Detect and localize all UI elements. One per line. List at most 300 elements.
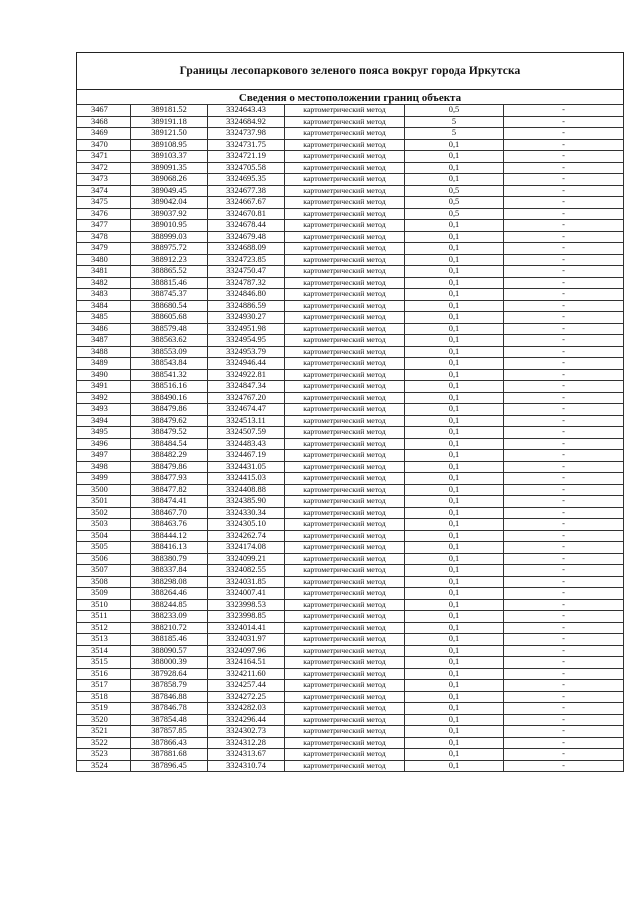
cell-y-coordinate: 3324302.73 (208, 726, 285, 738)
table-row (77, 197, 624, 209)
cell-y-coordinate: 3323998.53 (208, 599, 285, 611)
cell-method: картометрический метод (285, 726, 405, 738)
cell-method: картометрический метод (285, 714, 405, 726)
cell-y-coordinate: 3324953.79 (208, 346, 285, 358)
table-row (77, 473, 624, 485)
cell-accuracy: 0,5 (405, 105, 504, 117)
cell-point-number: 3471 (77, 151, 131, 163)
cell-method: картометрический метод (285, 254, 405, 266)
cell-note: - (504, 691, 624, 703)
table-row (77, 599, 624, 611)
table-row (77, 335, 624, 347)
cell-method: картометрический метод (285, 323, 405, 335)
table-row (77, 553, 624, 565)
cell-method: картометрический метод (285, 450, 405, 462)
cell-y-coordinate: 3324211.60 (208, 668, 285, 680)
cell-x-coordinate: 388337.84 (131, 565, 208, 577)
cell-y-coordinate: 3324507.59 (208, 427, 285, 439)
cell-point-number: 3512 (77, 622, 131, 634)
cell-y-coordinate: 3324313.67 (208, 749, 285, 761)
cell-method: картометрический метод (285, 438, 405, 450)
cell-y-coordinate: 3324954.95 (208, 335, 285, 347)
table-row (77, 760, 624, 772)
cell-y-coordinate: 3324483.43 (208, 438, 285, 450)
cell-note: - (504, 185, 624, 197)
cell-accuracy: 0,5 (405, 197, 504, 209)
cell-note: - (504, 335, 624, 347)
cell-y-coordinate: 3324014.41 (208, 622, 285, 634)
cell-point-number: 3494 (77, 415, 131, 427)
cell-accuracy: 0,1 (405, 519, 504, 531)
cell-note: - (504, 530, 624, 542)
cell-y-coordinate: 3324723.85 (208, 254, 285, 266)
cell-method: картометрический метод (285, 737, 405, 749)
cell-method: картометрический метод (285, 749, 405, 761)
table-row (77, 668, 624, 680)
cell-accuracy: 0,1 (405, 312, 504, 324)
cell-x-coordinate: 388479.86 (131, 461, 208, 473)
cell-accuracy: 0,1 (405, 703, 504, 715)
cell-x-coordinate: 389049.45 (131, 185, 208, 197)
cell-x-coordinate: 388479.86 (131, 404, 208, 416)
cell-point-number: 3479 (77, 243, 131, 255)
cell-note: - (504, 369, 624, 381)
cell-method: картометрический метод (285, 576, 405, 588)
cell-note: - (504, 657, 624, 669)
cell-method: картометрический метод (285, 484, 405, 496)
table-row (77, 174, 624, 186)
cell-accuracy: 0,1 (405, 358, 504, 370)
table-row (77, 323, 624, 335)
cell-point-number: 3495 (77, 427, 131, 439)
cell-note: - (504, 749, 624, 761)
cell-accuracy: 0,1 (405, 231, 504, 243)
cell-method: картометрический метод (285, 208, 405, 220)
cell-x-coordinate: 388680.54 (131, 300, 208, 312)
cell-accuracy: 0,1 (405, 381, 504, 393)
cell-point-number: 3467 (77, 105, 131, 117)
table-row (77, 726, 624, 738)
cell-point-number: 3477 (77, 220, 131, 232)
cell-x-coordinate: 388380.79 (131, 553, 208, 565)
cell-x-coordinate: 388479.62 (131, 415, 208, 427)
cell-y-coordinate: 3324467.19 (208, 450, 285, 462)
table-row (77, 116, 624, 128)
cell-x-coordinate: 389010.95 (131, 220, 208, 232)
table-row (77, 622, 624, 634)
cell-y-coordinate: 3324513.11 (208, 415, 285, 427)
cell-x-coordinate: 388563.62 (131, 335, 208, 347)
table-row (77, 415, 624, 427)
cell-y-coordinate: 3324272.25 (208, 691, 285, 703)
cell-accuracy: 5 (405, 128, 504, 140)
cell-point-number: 3519 (77, 703, 131, 715)
cell-accuracy: 0,1 (405, 404, 504, 416)
cell-note: - (504, 197, 624, 209)
cell-point-number: 3475 (77, 197, 131, 209)
cell-accuracy: 0,1 (405, 243, 504, 255)
cell-point-number: 3523 (77, 749, 131, 761)
cell-accuracy: 0,1 (405, 634, 504, 646)
cell-method: картометрический метод (285, 565, 405, 577)
cell-y-coordinate: 3324750.47 (208, 266, 285, 278)
cell-note: - (504, 496, 624, 508)
cell-x-coordinate: 388516.16 (131, 381, 208, 393)
cell-method: картометрический метод (285, 507, 405, 519)
cell-note: - (504, 116, 624, 128)
cell-y-coordinate: 3324282.03 (208, 703, 285, 715)
section-subtitle: Сведения о местоположении границ объекта (238, 92, 462, 104)
cell-accuracy: 0,1 (405, 714, 504, 726)
cell-y-coordinate: 3324174.08 (208, 542, 285, 554)
cell-x-coordinate: 389037.92 (131, 208, 208, 220)
cell-point-number: 3524 (77, 760, 131, 772)
cell-point-number: 3508 (77, 576, 131, 588)
cell-note: - (504, 450, 624, 462)
cell-accuracy: 0,1 (405, 266, 504, 278)
cell-x-coordinate: 387896.45 (131, 760, 208, 772)
cell-accuracy: 0,1 (405, 691, 504, 703)
cell-method: картометрический метод (285, 553, 405, 565)
cell-accuracy: 0,1 (405, 542, 504, 554)
cell-accuracy: 0,1 (405, 162, 504, 174)
cell-method: картометрический метод (285, 611, 405, 623)
cell-y-coordinate: 3324847.34 (208, 381, 285, 393)
cell-accuracy: 0,5 (405, 185, 504, 197)
cell-note: - (504, 542, 624, 554)
cell-note: - (504, 300, 624, 312)
cell-accuracy: 0,1 (405, 289, 504, 301)
cell-accuracy: 0,1 (405, 346, 504, 358)
table-row (77, 208, 624, 220)
cell-x-coordinate: 388264.46 (131, 588, 208, 600)
cell-x-coordinate: 389121.50 (131, 128, 208, 140)
cell-point-number: 3483 (77, 289, 131, 301)
cell-method: картометрический метод (285, 404, 405, 416)
cell-x-coordinate: 388579.48 (131, 323, 208, 335)
cell-method: картометрический метод (285, 243, 405, 255)
cell-method: картометрический метод (285, 162, 405, 174)
cell-accuracy: 0,1 (405, 473, 504, 485)
table-row (77, 277, 624, 289)
table-row (77, 266, 624, 278)
cell-y-coordinate: 3324705.58 (208, 162, 285, 174)
cell-note: - (504, 553, 624, 565)
table-row (77, 105, 624, 117)
cell-point-number: 3520 (77, 714, 131, 726)
table-row (77, 231, 624, 243)
cell-x-coordinate: 388477.82 (131, 484, 208, 496)
cell-x-coordinate: 388474.41 (131, 496, 208, 508)
cell-accuracy: 0,1 (405, 507, 504, 519)
cell-point-number: 3499 (77, 473, 131, 485)
cell-x-coordinate: 387846.88 (131, 691, 208, 703)
cell-method: картометрический метод (285, 680, 405, 692)
cell-x-coordinate: 388745.37 (131, 289, 208, 301)
cell-note: - (504, 174, 624, 186)
cell-y-coordinate: 3324667.67 (208, 197, 285, 209)
table-row (77, 404, 624, 416)
cell-x-coordinate: 387858.79 (131, 680, 208, 692)
cell-x-coordinate: 388298.08 (131, 576, 208, 588)
cell-method: картометрический метод (285, 289, 405, 301)
table-row (77, 703, 624, 715)
cell-method: картометрический метод (285, 128, 405, 140)
cell-y-coordinate: 3324099.21 (208, 553, 285, 565)
cell-method: картометрический метод (285, 703, 405, 715)
cell-accuracy: 0,1 (405, 461, 504, 473)
cell-point-number: 3482 (77, 277, 131, 289)
cell-accuracy: 0,1 (405, 484, 504, 496)
cell-y-coordinate: 3324082.55 (208, 565, 285, 577)
cell-accuracy: 0,1 (405, 760, 504, 772)
cell-point-number: 3486 (77, 323, 131, 335)
cell-note: - (504, 254, 624, 266)
cell-accuracy: 0,1 (405, 323, 504, 335)
cell-y-coordinate: 3324415.03 (208, 473, 285, 485)
cell-method: картометрический метод (285, 599, 405, 611)
cell-y-coordinate: 3324296.44 (208, 714, 285, 726)
cell-x-coordinate: 389103.37 (131, 151, 208, 163)
cell-point-number: 3481 (77, 266, 131, 278)
table-row (77, 507, 624, 519)
cell-note: - (504, 680, 624, 692)
cell-method: картометрический метод (285, 496, 405, 508)
cell-point-number: 3503 (77, 519, 131, 531)
cell-accuracy: 0,1 (405, 749, 504, 761)
cell-x-coordinate: 388479.52 (131, 427, 208, 439)
cell-x-coordinate: 387928.64 (131, 668, 208, 680)
cell-x-coordinate: 387854.48 (131, 714, 208, 726)
cell-method: картометрический метод (285, 220, 405, 232)
cell-y-coordinate: 3324787.32 (208, 277, 285, 289)
cell-x-coordinate: 388000.39 (131, 657, 208, 669)
cell-y-coordinate: 3324164.51 (208, 657, 285, 669)
document-title: Границы лесопаркового зеленого пояса вокруг города Иркутска (179, 65, 521, 77)
cell-y-coordinate: 3324721.19 (208, 151, 285, 163)
cell-point-number: 3487 (77, 335, 131, 347)
cell-note: - (504, 473, 624, 485)
table-row (77, 381, 624, 393)
cell-y-coordinate: 3324886.59 (208, 300, 285, 312)
cell-point-number: 3502 (77, 507, 131, 519)
cell-x-coordinate: 387846.78 (131, 703, 208, 715)
cell-x-coordinate: 389108.95 (131, 139, 208, 151)
table-row (77, 346, 624, 358)
cell-note: - (504, 162, 624, 174)
cell-note: - (504, 266, 624, 278)
cell-y-coordinate: 3324408.88 (208, 484, 285, 496)
cell-method: картометрический метод (285, 392, 405, 404)
cell-note: - (504, 599, 624, 611)
cell-method: картометрический метод (285, 588, 405, 600)
cell-y-coordinate: 3324930.27 (208, 312, 285, 324)
cell-x-coordinate: 388090.57 (131, 645, 208, 657)
table-row (77, 392, 624, 404)
cell-method: картометрический метод (285, 266, 405, 278)
cell-method: картометрический метод (285, 185, 405, 197)
cell-point-number: 3472 (77, 162, 131, 174)
cell-x-coordinate: 388912.23 (131, 254, 208, 266)
table-row (77, 530, 624, 542)
cell-accuracy: 0,1 (405, 657, 504, 669)
cell-method: картометрический метод (285, 657, 405, 669)
cell-y-coordinate: 3324007.41 (208, 588, 285, 600)
table-row (77, 496, 624, 508)
cell-x-coordinate: 388490.16 (131, 392, 208, 404)
cell-note: - (504, 507, 624, 519)
cell-point-number: 3470 (77, 139, 131, 151)
cell-note: - (504, 346, 624, 358)
cell-point-number: 3492 (77, 392, 131, 404)
table-row (77, 749, 624, 761)
cell-y-coordinate: 3324310.74 (208, 760, 285, 772)
cell-point-number: 3485 (77, 312, 131, 324)
cell-method: картометрический метод (285, 519, 405, 531)
cell-note: - (504, 760, 624, 772)
cell-method: картометрический метод (285, 151, 405, 163)
cell-note: - (504, 358, 624, 370)
cell-accuracy: 0,1 (405, 680, 504, 692)
cell-point-number: 3469 (77, 128, 131, 140)
cell-method: картометрический метод (285, 231, 405, 243)
cell-point-number: 3522 (77, 737, 131, 749)
cell-point-number: 3491 (77, 381, 131, 393)
table-row (77, 289, 624, 301)
title-box (76, 52, 624, 89)
table-row (77, 427, 624, 439)
cell-x-coordinate: 389191.18 (131, 116, 208, 128)
cell-note: - (504, 289, 624, 301)
cell-point-number: 3517 (77, 680, 131, 692)
cell-y-coordinate: 3324262.74 (208, 530, 285, 542)
table-row (77, 680, 624, 692)
table-row (77, 450, 624, 462)
cell-x-coordinate: 388233.09 (131, 611, 208, 623)
cell-x-coordinate: 388210.72 (131, 622, 208, 634)
cell-accuracy: 0,1 (405, 737, 504, 749)
cell-accuracy: 0,1 (405, 392, 504, 404)
cell-x-coordinate: 388482.29 (131, 450, 208, 462)
cell-x-coordinate: 388484.54 (131, 438, 208, 450)
cell-note: - (504, 737, 624, 749)
cell-y-coordinate: 3324305.10 (208, 519, 285, 531)
cell-accuracy: 0,1 (405, 622, 504, 634)
cell-method: картометрический метод (285, 197, 405, 209)
subtitle-box (76, 89, 624, 104)
cell-method: картометрический метод (285, 139, 405, 151)
table-row (77, 611, 624, 623)
cell-accuracy: 0,1 (405, 174, 504, 186)
table-row (77, 634, 624, 646)
cell-accuracy: 0,1 (405, 599, 504, 611)
cell-method: картометрический метод (285, 634, 405, 646)
cell-method: картометрический метод (285, 335, 405, 347)
cell-note: - (504, 645, 624, 657)
cell-y-coordinate: 3324695.35 (208, 174, 285, 186)
cell-x-coordinate: 389181.52 (131, 105, 208, 117)
cell-point-number: 3489 (77, 358, 131, 370)
cell-x-coordinate: 387881.68 (131, 749, 208, 761)
cell-accuracy: 0,1 (405, 588, 504, 600)
cell-note: - (504, 128, 624, 140)
cell-x-coordinate: 388865.52 (131, 266, 208, 278)
cell-y-coordinate: 3324031.97 (208, 634, 285, 646)
cell-note: - (504, 415, 624, 427)
cell-note: - (504, 323, 624, 335)
cell-note: - (504, 565, 624, 577)
cell-accuracy: 0,1 (405, 726, 504, 738)
cell-x-coordinate: 388185.46 (131, 634, 208, 646)
cell-y-coordinate: 3324677.38 (208, 185, 285, 197)
cell-accuracy: 0,1 (405, 335, 504, 347)
table-row (77, 588, 624, 600)
cell-x-coordinate: 388543.84 (131, 358, 208, 370)
cell-x-coordinate: 388463.76 (131, 519, 208, 531)
cell-point-number: 3518 (77, 691, 131, 703)
cell-method: картометрический метод (285, 381, 405, 393)
cell-point-number: 3488 (77, 346, 131, 358)
table-row (77, 519, 624, 531)
table-row (77, 243, 624, 255)
cell-note: - (504, 726, 624, 738)
table-row (77, 185, 624, 197)
cell-accuracy: 0,1 (405, 576, 504, 588)
cell-note: - (504, 519, 624, 531)
cell-method: картометрический метод (285, 760, 405, 772)
cell-note: - (504, 404, 624, 416)
cell-method: картометрический метод (285, 473, 405, 485)
cell-y-coordinate: 3324385.90 (208, 496, 285, 508)
cell-note: - (504, 312, 624, 324)
cell-method: картометрический метод (285, 369, 405, 381)
cell-note: - (504, 668, 624, 680)
cell-note: - (504, 277, 624, 289)
cell-y-coordinate: 3324674.47 (208, 404, 285, 416)
table-row (77, 369, 624, 381)
cell-note: - (504, 461, 624, 473)
cell-y-coordinate: 3324670.81 (208, 208, 285, 220)
cell-method: картометрический метод (285, 427, 405, 439)
cell-note: - (504, 634, 624, 646)
cell-x-coordinate: 388605.68 (131, 312, 208, 324)
cell-accuracy: 0,1 (405, 220, 504, 232)
cell-method: картометрический метод (285, 346, 405, 358)
cell-point-number: 3498 (77, 461, 131, 473)
table-row (77, 151, 624, 163)
cell-x-coordinate: 389091.35 (131, 162, 208, 174)
cell-method: картометрический метод (285, 542, 405, 554)
cell-accuracy: 0,1 (405, 645, 504, 657)
cell-y-coordinate: 3324330.34 (208, 507, 285, 519)
document-sheet (76, 52, 624, 772)
table-row (77, 254, 624, 266)
cell-point-number: 3514 (77, 645, 131, 657)
cell-point-number: 3515 (77, 657, 131, 669)
cell-note: - (504, 484, 624, 496)
cell-point-number: 3510 (77, 599, 131, 611)
cell-x-coordinate: 388541.32 (131, 369, 208, 381)
table-row (77, 300, 624, 312)
cell-accuracy: 0,1 (405, 427, 504, 439)
cell-note: - (504, 243, 624, 255)
cell-y-coordinate: 3324031.85 (208, 576, 285, 588)
table-row (77, 645, 624, 657)
cell-y-coordinate: 3324312.28 (208, 737, 285, 749)
cell-accuracy: 0,1 (405, 438, 504, 450)
cell-accuracy: 0,1 (405, 369, 504, 381)
table-row (77, 128, 624, 140)
